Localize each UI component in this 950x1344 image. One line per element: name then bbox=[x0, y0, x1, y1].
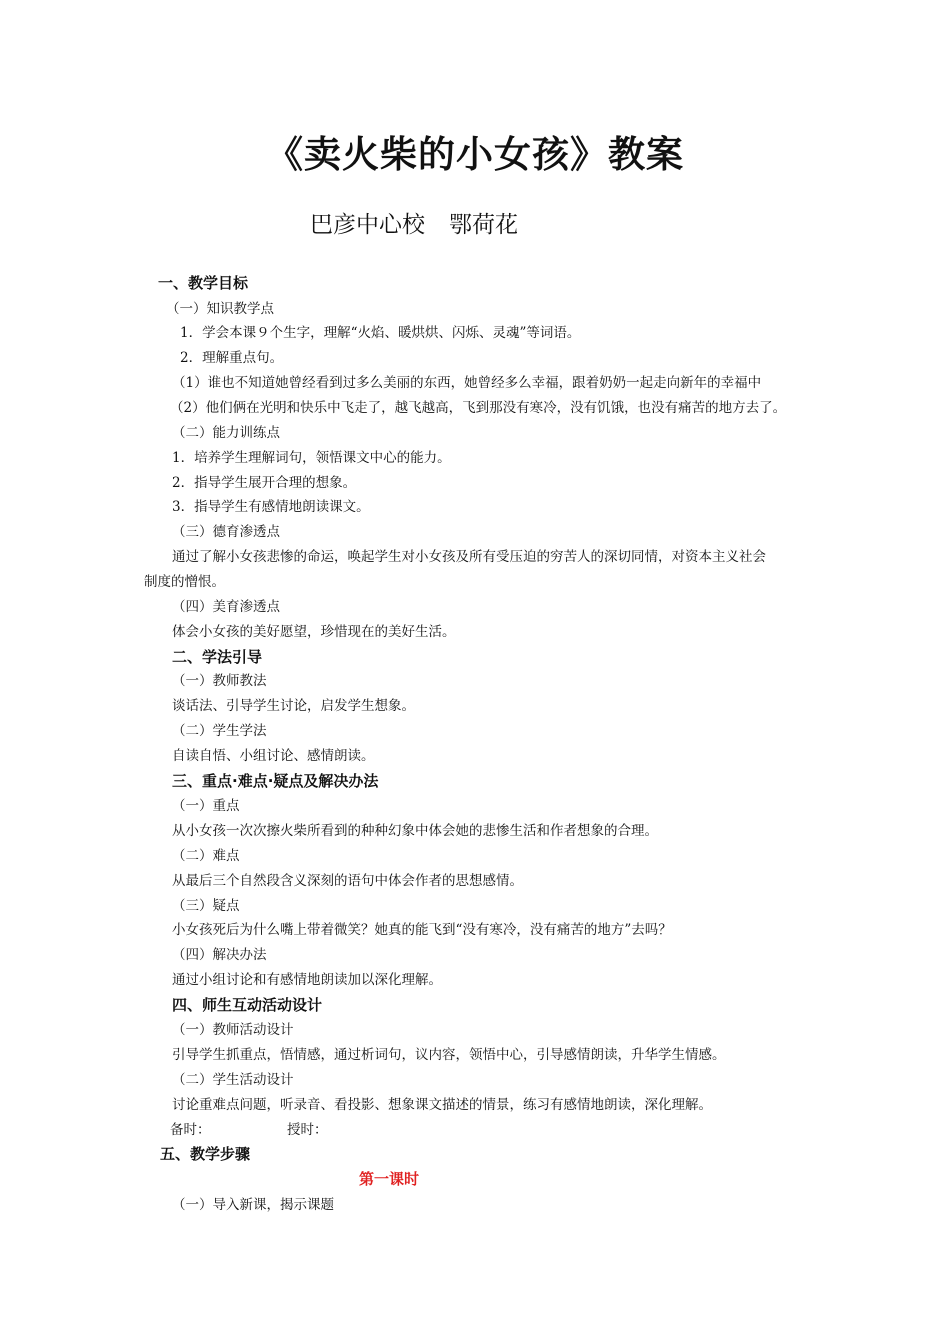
paragraph: （2）他们俩在光明和快乐中飞走了，越飞越高，飞到那没有寒冷，没有饥饿，也没有痛苦的地方去了。 bbox=[170, 400, 787, 416]
lesson-heading: 第一课时 bbox=[359, 1170, 420, 1188]
paragraph: 从小女孩一次次擦火柴所看到的种种幻象中体会她的悲惨生活和作者想象的合理。 bbox=[172, 823, 658, 839]
paragraph: 通过了解小女孩悲惨的命运，唤起学生对小女孩及所有受压迫的穷苦人的深切同情，对资本主义社会 bbox=[172, 549, 766, 565]
subsection-label: （一）教师教法 bbox=[172, 673, 267, 689]
subsection-label: （三）德育渗透点 bbox=[172, 524, 280, 540]
subsection-label: （四）解决办法 bbox=[172, 947, 267, 963]
paragraph: 通过小组讨论和有感情地朗读加以深化理解。 bbox=[172, 972, 442, 988]
subsection-label: （一）知识教学点 bbox=[166, 301, 274, 317]
paragraph: （1）谁也不知道她曾经看到过多么美丽的东西，她曾经多么幸福，跟着奶奶一起走向新年的幸福中 bbox=[172, 375, 762, 391]
paragraph: 谈话法、引导学生讨论，启发学生想象。 bbox=[172, 698, 415, 714]
paragraph: 2．指导学生展开合理的想象。 bbox=[172, 475, 357, 491]
subsection-label: （二）学生活动设计 bbox=[172, 1072, 294, 1088]
paragraph: 从最后三个自然段含义深刻的语句中体会作者的思想感情。 bbox=[172, 873, 523, 889]
subsection-label: （三）疑点 bbox=[172, 898, 240, 914]
paragraph: 1．学会本课９个生字，理解“火焰、暖烘烘、闪烁、灵魂”等词语。 bbox=[180, 325, 581, 341]
section-heading: 四、师生互动活动设计 bbox=[172, 996, 323, 1014]
author-line bbox=[310, 206, 518, 239]
paragraph: 体会小女孩的美好愿望，珍惜现在的美好生活。 bbox=[172, 624, 456, 640]
paragraph: 自读自悟、小组讨论、感情朗读。 bbox=[172, 748, 375, 764]
prep-time-label: 备时： bbox=[170, 1122, 211, 1138]
teach-time-label: 授时： bbox=[287, 1122, 328, 1138]
section-heading: 二、学法引导 bbox=[172, 648, 263, 666]
paragraph: 小女孩死后为什么嘴上带着微笑？她真的能飞到“没有寒冷，没有痛苦的地方”去吗？ bbox=[172, 922, 672, 938]
document-title: 《卖火柴的小女孩》教案 bbox=[266, 133, 684, 176]
paragraph: 3．指导学生有感情地朗读课文。 bbox=[172, 499, 370, 515]
author-name: 鄂荷花 bbox=[449, 212, 518, 238]
subsection-label: （一）导入新课，揭示课题 bbox=[172, 1197, 334, 1213]
paragraph: 2．理解重点句。 bbox=[180, 350, 284, 366]
subsection-label: （一）教师活动设计 bbox=[172, 1022, 294, 1038]
author-school: 巴彦中心校 bbox=[310, 212, 425, 238]
paragraph: 引导学生抓重点，悟情感，通过析词句，议内容，领悟中心，引导感情朗读，升华学生情感。 bbox=[172, 1047, 726, 1063]
section-heading: 五、教学步骤 bbox=[160, 1145, 251, 1163]
paragraph: 1．培养学生理解词句，领悟课文中心的能力。 bbox=[172, 450, 451, 466]
subsection-label: （二）学生学法 bbox=[172, 723, 267, 739]
subsection-label: （二）难点 bbox=[172, 848, 240, 864]
paragraph: 讨论重难点问题，听录音、看投影、想象课文描述的情景，练习有感情地朗读，深化理解。 bbox=[172, 1097, 712, 1113]
subsection-label: （二）能力训练点 bbox=[172, 425, 280, 441]
subsection-label: （一）重点 bbox=[172, 798, 240, 814]
paragraph: 制度的憎恨。 bbox=[144, 574, 225, 590]
section-heading: 一、教学目标 bbox=[158, 274, 249, 292]
subsection-label: （四）美育渗透点 bbox=[172, 599, 280, 615]
section-heading: 三、重点·难点·疑点及解决办法 bbox=[172, 772, 379, 790]
